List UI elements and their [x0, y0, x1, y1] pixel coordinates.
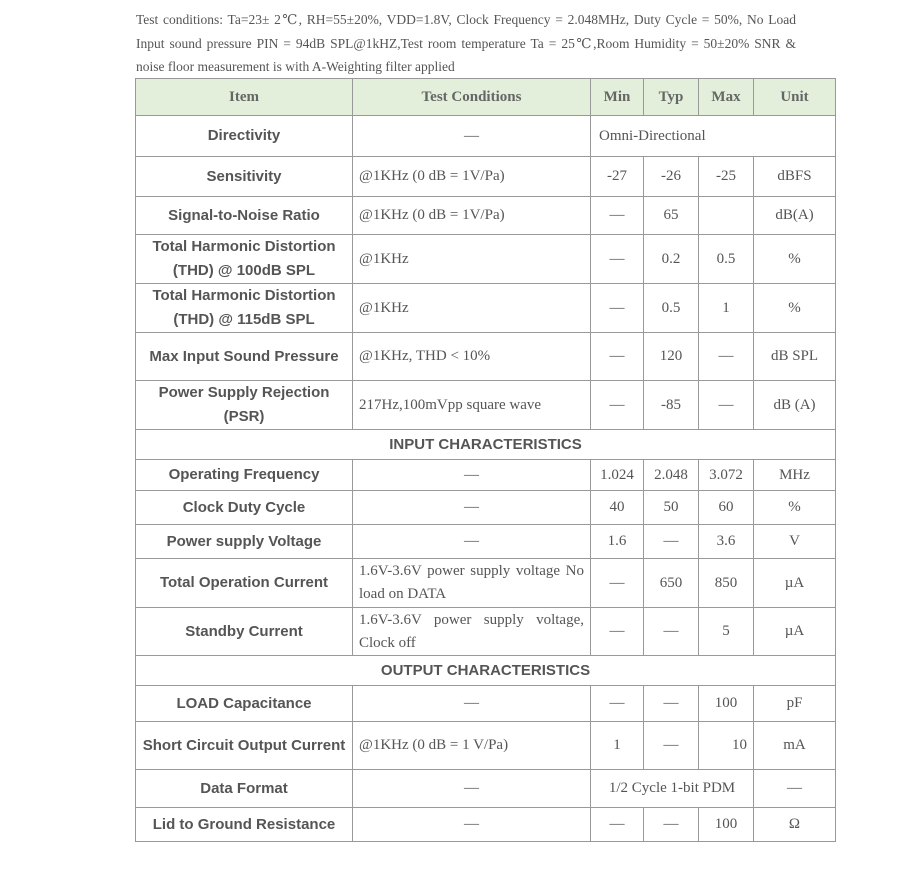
conditions-cell: —	[353, 460, 591, 491]
table-row	[136, 284, 836, 333]
min-cell: —	[591, 608, 644, 656]
table-row	[136, 722, 836, 770]
max-cell: 100	[699, 686, 754, 722]
typ-cell: 650	[644, 559, 699, 608]
item-cell: Total Harmonic Distortion (THD) @ 100dB SPL	[136, 235, 353, 284]
item-cell: Data Format	[136, 770, 353, 808]
value-cell: 1/2 Cycle 1-bit PDM	[591, 770, 754, 808]
unit-cell: dBFS	[754, 157, 836, 197]
table-row	[136, 381, 836, 430]
section-row-input	[136, 430, 836, 460]
item-cell: Total Harmonic Distortion (THD) @ 115dB SPL	[136, 284, 353, 333]
item-cell: Directivity	[136, 116, 353, 157]
min-cell: —	[591, 197, 644, 235]
typ-cell: -26	[644, 157, 699, 197]
typ-cell: —	[644, 722, 699, 770]
table-row	[136, 197, 836, 235]
max-cell	[699, 197, 754, 235]
item-cell: Lid to Ground Resistance	[136, 808, 353, 842]
unit-cell: dB SPL	[754, 333, 836, 381]
table-row	[136, 686, 836, 722]
typ-cell: 0.5	[644, 284, 699, 333]
typ-cell: -85	[644, 381, 699, 430]
conditions-cell: —	[353, 116, 591, 157]
item-cell: Operating Frequency	[136, 460, 353, 491]
item-cell: Standby Current	[136, 608, 353, 656]
typ-cell: 2.048	[644, 460, 699, 491]
conditions-cell: —	[353, 808, 591, 842]
header-conditions: Test Conditions	[353, 79, 591, 116]
table-row	[136, 235, 836, 284]
min-cell: -27	[591, 157, 644, 197]
section-title-input: INPUT CHARACTERISTICS	[136, 430, 836, 460]
typ-cell: 65	[644, 197, 699, 235]
conditions-cell: —	[353, 770, 591, 808]
min-cell: 40	[591, 491, 644, 525]
min-cell: —	[591, 686, 644, 722]
typ-cell: —	[644, 686, 699, 722]
header-max: Max	[699, 79, 754, 116]
min-cell: 1.6	[591, 525, 644, 559]
conditions-cell: 1.6V-3.6V power supply voltage, Clock off	[353, 608, 591, 656]
min-cell: —	[591, 333, 644, 381]
table-row	[136, 157, 836, 197]
table-row	[136, 808, 836, 842]
min-cell: —	[591, 381, 644, 430]
max-cell: —	[699, 333, 754, 381]
min-cell: 1	[591, 722, 644, 770]
max-cell: -25	[699, 157, 754, 197]
typ-cell: 50	[644, 491, 699, 525]
conditions-cell: 1.6V-3.6V power supply voltage No load on DATA	[353, 559, 591, 608]
unit-cell: dB(A)	[754, 197, 836, 235]
table-row	[136, 770, 836, 808]
unit-cell: %	[754, 491, 836, 525]
min-cell: —	[591, 235, 644, 284]
conditions-cell: —	[353, 686, 591, 722]
max-cell: —	[699, 381, 754, 430]
table-row	[136, 116, 836, 157]
conditions-cell: @1KHz, THD < 10%	[353, 333, 591, 381]
item-cell: Total Operation Current	[136, 559, 353, 608]
table-row	[136, 333, 836, 381]
min-cell: —	[591, 559, 644, 608]
table-row	[136, 491, 836, 525]
test-conditions-text: Test conditions: Ta=23± 2℃, RH=55±20%, VDD=1.8V, Clock Frequency = 2.048MHz, Duty Cycle = 50%, No Load Input sound pressure PIN = 94dB SPL@1kHZ,Test room temperature Ta = 25℃,Room Humidity = 50±20% SNR & noise floor measurement is with A-Weighting filter applied	[136, 12, 796, 74]
header-unit: Unit	[754, 79, 836, 116]
conditions-cell: @1KHz (0 dB = 1V/Pa)	[353, 197, 591, 235]
max-cell: 850	[699, 559, 754, 608]
table-row	[136, 460, 836, 491]
typ-cell: —	[644, 525, 699, 559]
unit-cell: —	[754, 770, 836, 808]
item-cell: Power supply Voltage	[136, 525, 353, 559]
max-cell: 100	[699, 808, 754, 842]
specification-table	[135, 78, 836, 842]
max-cell: 3.6	[699, 525, 754, 559]
unit-cell: Ω	[754, 808, 836, 842]
item-cell: Signal-to-Noise Ratio	[136, 197, 353, 235]
item-cell: Short Circuit Output Current	[136, 722, 353, 770]
item-cell: Clock Duty Cycle	[136, 491, 353, 525]
item-cell: Power Supply Rejection (PSR)	[136, 381, 353, 430]
max-cell: 60	[699, 491, 754, 525]
conditions-cell: @1KHz	[353, 235, 591, 284]
test-conditions-note	[136, 8, 796, 79]
typ-cell: 120	[644, 333, 699, 381]
typ-cell: 0.2	[644, 235, 699, 284]
typ-cell: —	[644, 808, 699, 842]
conditions-cell: @1KHz (0 dB = 1 V/Pa)	[353, 722, 591, 770]
section-title-output: OUTPUT CHARACTERISTICS	[136, 656, 836, 686]
unit-cell: V	[754, 525, 836, 559]
table-header-row	[136, 79, 836, 116]
table-row	[136, 608, 836, 656]
section-row-output	[136, 656, 836, 686]
conditions-cell: @1KHz	[353, 284, 591, 333]
conditions-cell: 217Hz,100mVpp square wave	[353, 381, 591, 430]
unit-cell: µA	[754, 608, 836, 656]
table-row	[136, 525, 836, 559]
item-cell: Sensitivity	[136, 157, 353, 197]
header-typ: Typ	[644, 79, 699, 116]
unit-cell: MHz	[754, 460, 836, 491]
unit-cell: %	[754, 284, 836, 333]
value-cell: Omni-Directional	[591, 116, 836, 157]
max-cell: 1	[699, 284, 754, 333]
item-cell: LOAD Capacitance	[136, 686, 353, 722]
conditions-cell: @1KHz (0 dB = 1V/Pa)	[353, 157, 591, 197]
max-cell: 0.5	[699, 235, 754, 284]
max-cell: 5	[699, 608, 754, 656]
typ-cell: —	[644, 608, 699, 656]
unit-cell: pF	[754, 686, 836, 722]
max-cell: 3.072	[699, 460, 754, 491]
unit-cell: %	[754, 235, 836, 284]
conditions-cell: —	[353, 491, 591, 525]
min-cell: 1.024	[591, 460, 644, 491]
max-cell: 10	[699, 722, 754, 770]
header-min: Min	[591, 79, 644, 116]
header-item: Item	[136, 79, 353, 116]
unit-cell: µA	[754, 559, 836, 608]
table-row	[136, 559, 836, 608]
unit-cell: dB (A)	[754, 381, 836, 430]
unit-cell: mA	[754, 722, 836, 770]
min-cell: —	[591, 284, 644, 333]
conditions-cell: —	[353, 525, 591, 559]
min-cell: —	[591, 808, 644, 842]
item-cell: Max Input Sound Pressure	[136, 333, 353, 381]
